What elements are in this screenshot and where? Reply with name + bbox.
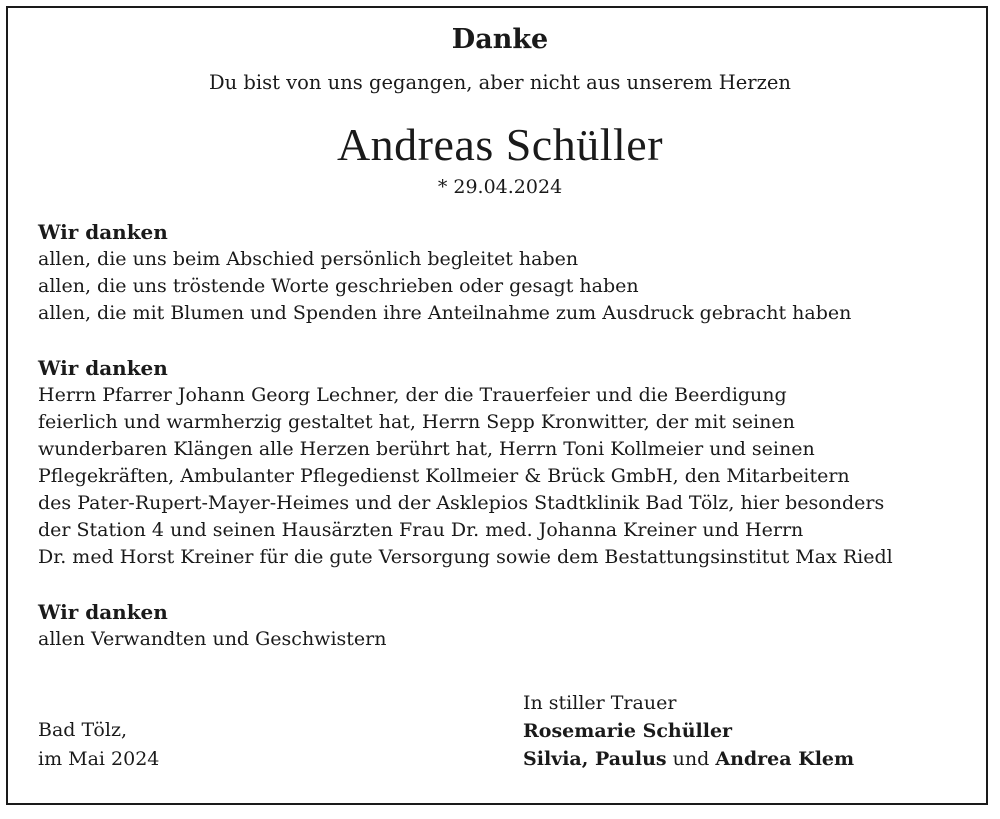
date: im Mai 2024 <box>38 748 160 770</box>
mourner-line <box>523 745 854 773</box>
notice-subtitle: Du bist von uns gegangen, aber nicht aus unserem Herzen <box>209 71 791 94</box>
notice-title: Danke <box>451 24 549 55</box>
mourner-names: Silvia, Paulus <box>523 748 667 770</box>
section-line: wunderbaren Klängen alle Herzen berührt hat, Herrn Toni Kollmeier und seinen <box>38 438 815 460</box>
section-line: Herrn Pfarrer Johann Georg Lechner, der die Trauerfeier und die Beerdigung <box>38 384 787 406</box>
section-line: Pflegekräften, Ambulanter Pflegedienst Kollmeier & Brück GmbH, den Mitarbeitern <box>38 465 850 487</box>
section-line: allen Verwandten und Geschwistern <box>38 628 387 650</box>
mourners-block <box>523 689 854 773</box>
section-line: der Station 4 und seinen Hausärzten Frau Dr. med. Johanna Kreiner und Herrn <box>38 519 804 541</box>
section-heading: Wir danken <box>38 356 168 380</box>
mourner-name-last: Andrea Klem <box>715 748 855 770</box>
section-line: allen, die uns tröstende Worte geschrieben oder gesagt haben <box>38 275 639 297</box>
mourner-joiner: und <box>672 748 710 770</box>
section-heading: Wir danken <box>38 600 168 624</box>
thanks-section-1 <box>38 219 978 327</box>
section-line: des Pater-Rupert-Mayer-Heimes und der Asklepios Stadtklinik Bad Tölz, hier besonders <box>38 492 885 514</box>
section-line: allen, die mit Blumen und Spenden ihre Anteilnahme zum Ausdruck gebracht haben <box>38 302 852 324</box>
section-line: Dr. med Horst Kreiner für die gute Versorgung sowie dem Bestattungsinstitut Max Riedl <box>38 546 893 568</box>
birth-date: * 29.04.2024 <box>437 176 563 198</box>
place-date <box>38 716 159 774</box>
section-line: feierlich und warmherzig gestaltet hat, Herrn Sepp Kronwitter, der mit seinen <box>38 411 795 433</box>
mourning-intro: In stiller Trauer <box>523 692 677 714</box>
thanks-section-2 <box>38 355 978 571</box>
section-line: allen, die uns beim Abschied persönlich begleitet haben <box>38 248 579 270</box>
deceased-name: Andreas Schüller <box>336 119 664 170</box>
thanks-section-3 <box>38 599 978 653</box>
section-heading: Wir danken <box>38 220 168 244</box>
place: Bad Tölz, <box>38 719 127 741</box>
mourner-name: Rosemarie Schüller <box>523 720 733 742</box>
